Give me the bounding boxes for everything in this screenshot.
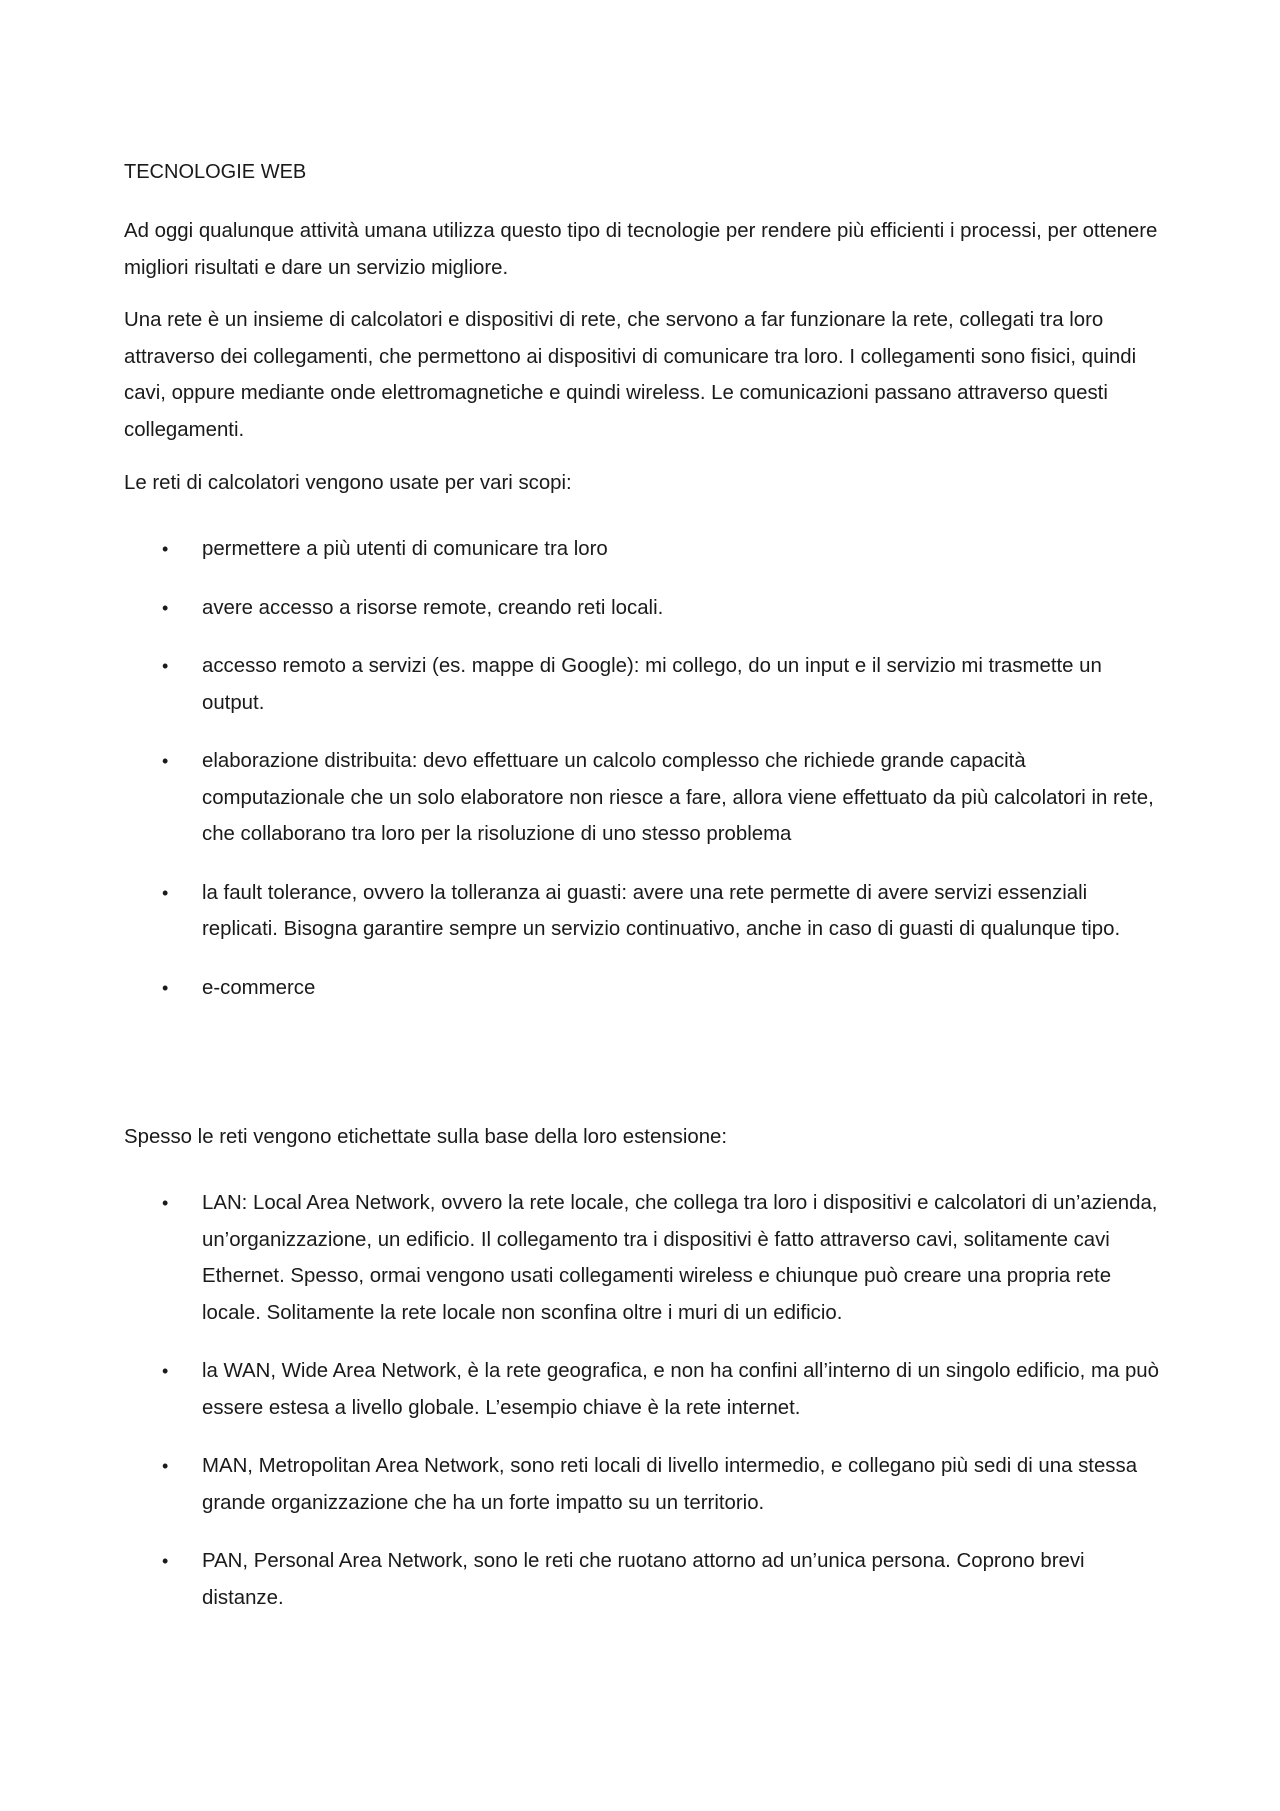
- list-item-text: LAN: Local Area Network, ovvero la rete locale, che collega tra loro i dispositivi e calcolatori di un’azienda, un’organizzazione, un edificio. Il collegamento tra i dispositivi è fatto attraverso cavi, solitamente cavi Ethernet. Spesso, ormai vengono usati collegamenti wireless e chiunque può creare una propria rete locale. Solitamente la rete locale non sconfina oltre i muri di un edificio.: [202, 1192, 1158, 1324]
- bullet-icon: •: [162, 751, 169, 771]
- bullet-icon: •: [162, 1193, 169, 1213]
- bullet-icon: •: [162, 1551, 169, 1571]
- bullet-icon: •: [162, 1361, 169, 1381]
- bullet-icon: •: [162, 882, 169, 903]
- list-item-text: accesso remoto a servizi (es. mappe di Google): mi collego, do un input e il servizio mi trasmette un output.: [202, 655, 1102, 714]
- bullet-icon: •: [162, 977, 169, 998]
- list-item: [124, 590, 1164, 627]
- list-item: [124, 1185, 1164, 1331]
- bullet-icon: •: [162, 656, 169, 676]
- list-item: [124, 1448, 1164, 1521]
- bullet-icon: •: [162, 539, 169, 559]
- list-item: [124, 1543, 1164, 1616]
- paragraph-networks-intro: Spesso le reti vengono etichettate sulla base della loro estensione:: [124, 1126, 728, 1148]
- list-item-text: MAN, Metropolitan Area Network, sono reti locali di livello intermedio, e collegano più sedi di una stessa grande organizzazione che ha un forte impatto su un territorio.: [202, 1455, 1138, 1514]
- paragraph-intro: Ad oggi qualunque attività umana utilizza questo tipo di tecnologie per rendere più efficienti i processi, per ottenere migliori risultati e dare un servizio migliore.: [124, 220, 1158, 279]
- list-item: [124, 875, 1164, 948]
- bullet-icon: •: [162, 597, 169, 618]
- document-title: TECNOLOGIE WEB: [124, 161, 307, 183]
- list-item: [124, 970, 1164, 1007]
- list-item: [124, 648, 1164, 721]
- paragraph-uses-intro: Le reti di calcolatori vengono usate per vari scopi:: [124, 472, 572, 494]
- bullet-icon: •: [162, 1456, 169, 1476]
- list-item: [124, 743, 1164, 853]
- list-item-text: elaborazione distribuita: devo effettuare un calcolo complesso che richiede grande capacità computazionale che un solo elaboratore non riesce a fare, allora viene effettuato da più calcolatori in rete, che collaborano tra loro per la risoluzione di uno stesso problema: [202, 750, 1154, 845]
- paragraph-network-definition: Una rete è un insieme di calcolatori e dispositivi di rete, che servono a far funzionare la rete, collegati tra loro attraverso dei collegamenti, che permettono ai dispositivi di comunicare tra loro. I collegamenti sono fisici, quindi cavi, oppure mediante onde elettromagnetiche e quindi wireless. Le comunicazioni passano attraverso questi collegamenti.: [124, 309, 1137, 441]
- list-item: [124, 1353, 1164, 1426]
- list-item-text: e-commerce: [202, 976, 316, 999]
- uses-list: [124, 531, 1164, 1028]
- list-item: [124, 531, 1164, 568]
- list-item-text: la fault tolerance, ovvero la tolleranza ai guasti: avere una rete permette di avere servizi essenziali replicati. Bisogna garantire sempre un servizio continuativo, anche in caso di guasti di qualunque tipo.: [202, 881, 1121, 940]
- list-item-text: avere accesso a risorse remote, creando reti locali.: [202, 596, 664, 619]
- networks-list: [124, 1185, 1164, 1638]
- list-item-text: permettere a più utenti di comunicare tra loro: [202, 538, 608, 560]
- list-item-text: PAN, Personal Area Network, sono le reti che ruotano attorno ad un’unica persona. Coprono brevi distanze.: [202, 1550, 1085, 1609]
- list-item-text: la WAN, Wide Area Network, è la rete geografica, e non ha confini all’interno di un singolo edificio, ma può essere estesa a livello globale. L’esempio chiave è la rete internet.: [202, 1360, 1159, 1419]
